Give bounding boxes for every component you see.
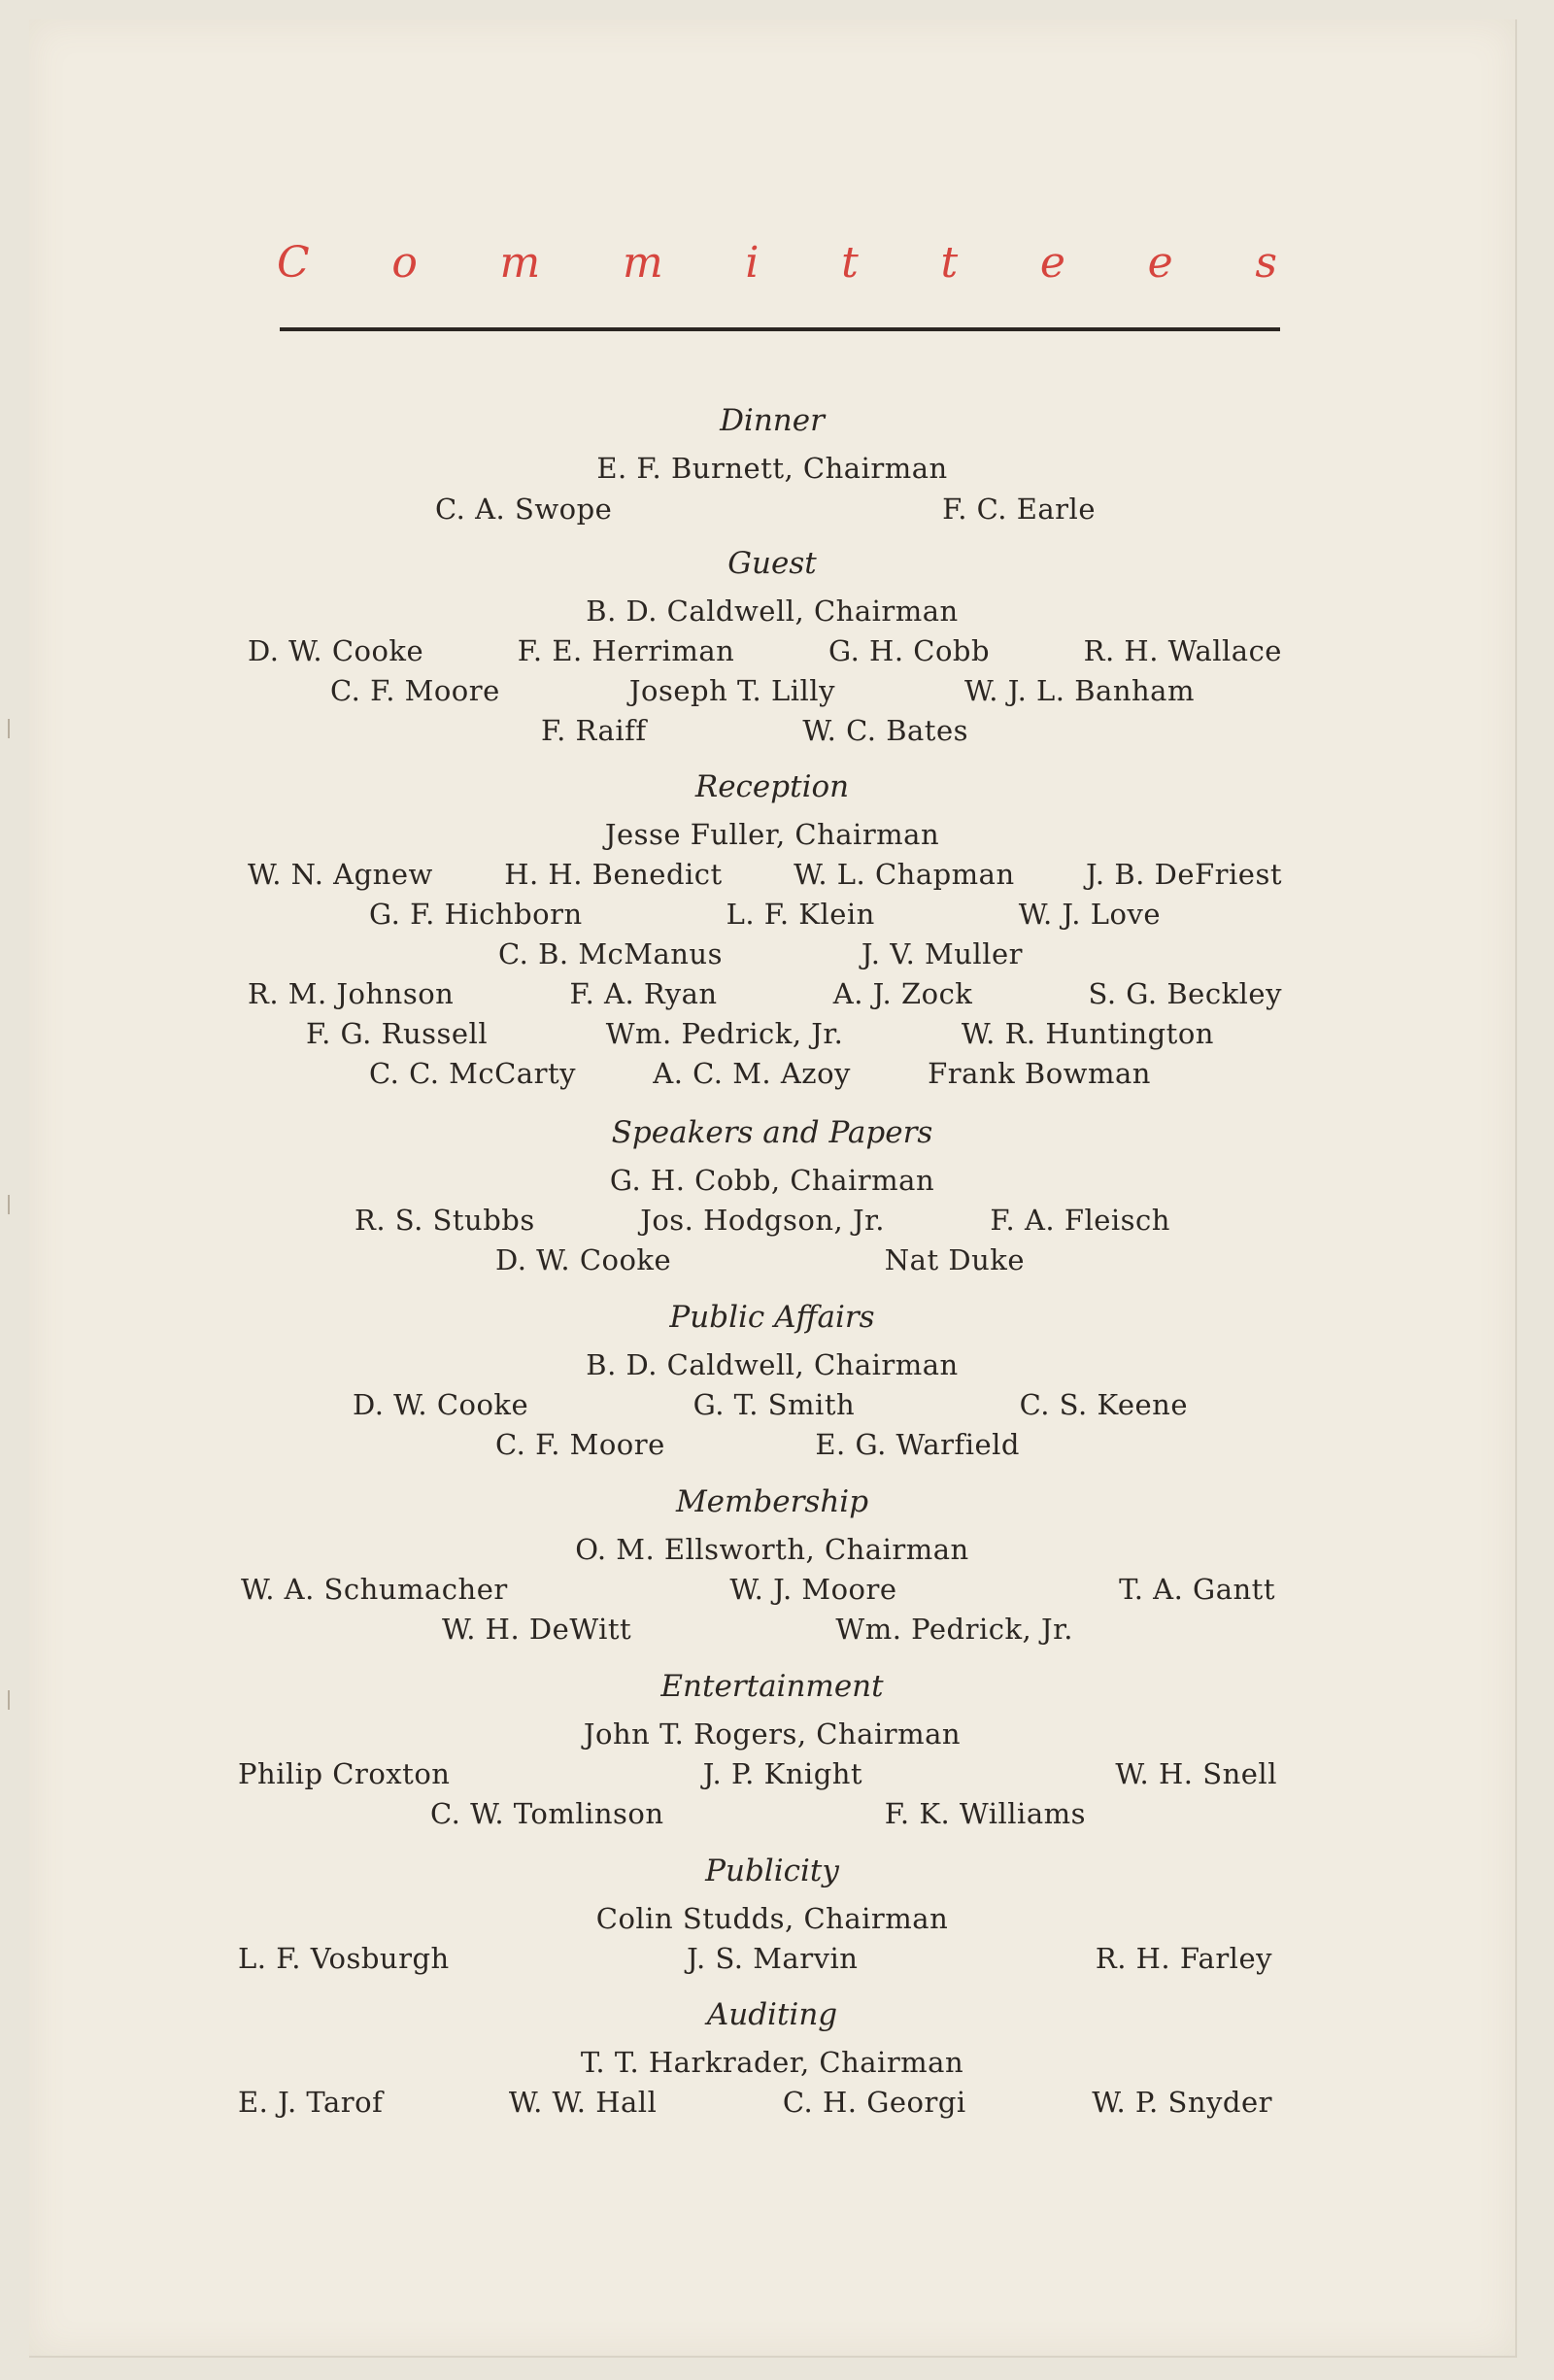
member-row [541, 714, 968, 747]
chairman-public-affairs: B. D. Caldwell, Chairman [586, 1348, 959, 1381]
member-name: W. P. Snyder [1092, 2086, 1272, 2119]
member-name: W. L. Chapman [794, 858, 1015, 891]
member-name: W. H. DeWitt [442, 1613, 632, 1646]
member-name: Wm. Pedrick, Jr. [605, 1017, 844, 1050]
section-heading-publicity: Publicity [705, 1853, 839, 1888]
title-letter: s [1255, 238, 1277, 288]
title-letter: t [940, 238, 959, 288]
member-name: R. S. Stubbs [355, 1204, 535, 1237]
member-row [248, 977, 1282, 1010]
member-row [435, 493, 1096, 526]
title-letter: e [1147, 238, 1173, 288]
member-name: J. V. Muller [861, 937, 1023, 970]
member-row [498, 937, 1023, 970]
section-heading-public-affairs: Public Affairs [669, 1300, 875, 1335]
member-row [442, 1613, 1073, 1646]
title-letter: e [1039, 238, 1065, 288]
member-name: A. C. M. Azoy [653, 1057, 851, 1090]
member-name: F. K. Williams [884, 1797, 1086, 1830]
member-name: D. W. Cooke [495, 1243, 672, 1276]
member-name: Joseph T. Lilly [628, 674, 835, 707]
member-name: G. H. Cobb [828, 634, 991, 667]
section-heading-auditing: Auditing [706, 1997, 838, 2032]
member-name: C. H. Georgi [782, 2086, 966, 2119]
chairman-auditing: T. T. Harkrader, Chairman [580, 2046, 964, 2079]
title-letter: C [277, 238, 310, 288]
page-edge-mark [8, 1195, 10, 1214]
member-name: T. A. Gantt [1119, 1573, 1275, 1606]
member-row [248, 858, 1282, 891]
member-name: Philip Croxton [238, 1757, 451, 1790]
section-heading-membership: Membership [675, 1484, 869, 1519]
section-heading-dinner: Dinner [720, 403, 825, 438]
member-name: A. J. Zock [832, 977, 973, 1010]
member-name: D. W. Cooke [353, 1388, 529, 1421]
member-name: W. R. Huntington [961, 1017, 1214, 1050]
chairman-dinner: E. F. Burnett, Chairman [596, 452, 948, 485]
member-name: R. H. Wallace [1083, 634, 1282, 667]
title-letter: m [499, 238, 541, 288]
member-name: F. E. Herriman [517, 634, 735, 667]
member-name: W. W. Hall [508, 2086, 658, 2119]
member-row [355, 1204, 1170, 1237]
section-heading-speakers: Speakers and Papers [611, 1115, 933, 1150]
page-edge-mark [8, 719, 10, 738]
chairman-reception: Jesse Fuller, Chairman [604, 818, 940, 851]
member-name: W. A. Schumacher [241, 1573, 508, 1606]
title-rule [280, 327, 1280, 331]
member-name: S. G. Beckley [1088, 977, 1282, 1010]
member-name: R. M. Johnson [248, 977, 455, 1010]
member-name: C. B. McManus [498, 937, 723, 970]
member-name: C. F. Moore [330, 674, 500, 707]
member-row [369, 1057, 1151, 1090]
section-heading-entertainment: Entertainment [660, 1669, 884, 1704]
member-name: W. J. L. Banham [964, 674, 1195, 707]
chairman-membership: O. M. Ellsworth, Chairman [575, 1533, 969, 1566]
member-name: W. N. Agnew [248, 858, 433, 891]
chairman-publicity: Colin Studds, Chairman [595, 1902, 949, 1935]
member-name: W. J. Love [1018, 898, 1161, 931]
member-name: G. T. Smith [693, 1388, 856, 1421]
member-row [306, 1017, 1214, 1050]
member-name: F. G. Russell [306, 1017, 489, 1050]
member-name: F. Raiff [541, 714, 647, 747]
member-name: C. C. McCarty [369, 1057, 576, 1090]
member-name: Frank Bowman [928, 1057, 1151, 1090]
member-name: C. F. Moore [495, 1428, 665, 1461]
member-row [430, 1797, 1086, 1830]
member-name: H. H. Benedict [504, 858, 723, 891]
section-heading-guest: Guest [727, 546, 817, 581]
member-name: G. F. Hichborn [369, 898, 583, 931]
member-row [241, 1573, 1275, 1606]
member-name: F. A. Fleisch [990, 1204, 1170, 1237]
member-name: W. H. Snell [1115, 1757, 1277, 1790]
member-name: C. S. Keene [1019, 1388, 1188, 1421]
member-row [353, 1388, 1188, 1421]
member-name: E. G. Warfield [815, 1428, 1020, 1461]
member-row [238, 1757, 1277, 1790]
member-row [369, 898, 1161, 931]
member-row [238, 2086, 1272, 2119]
member-name: J. S. Marvin [687, 1942, 859, 1975]
member-name: L. F. Vosburgh [238, 1942, 450, 1975]
member-name: J. P. Knight [702, 1757, 863, 1790]
page-title [277, 238, 1277, 288]
title-letter: t [841, 238, 859, 288]
member-row [248, 634, 1282, 667]
member-name: C. W. Tomlinson [430, 1797, 664, 1830]
chairman-speakers: G. H. Cobb, Chairman [609, 1164, 935, 1197]
member-name: E. J. Tarof [238, 2086, 384, 2119]
member-name: W. J. Moore [729, 1573, 897, 1606]
title-letter: o [391, 238, 418, 288]
member-name: Jos. Hodgson, Jr. [640, 1204, 885, 1237]
member-name: D. W. Cooke [248, 634, 424, 667]
page-sheet [29, 19, 1517, 2358]
member-name: F. C. Earle [942, 493, 1096, 526]
member-name: C. A. Swope [435, 493, 613, 526]
member-row [495, 1428, 1020, 1461]
title-letter: i [745, 238, 760, 288]
member-row [330, 674, 1195, 707]
member-name: Wm. Pedrick, Jr. [835, 1613, 1073, 1646]
title-letter: m [622, 238, 663, 288]
page-edge-mark [8, 1690, 10, 1710]
member-name: F. A. Ryan [569, 977, 718, 1010]
member-name: J. B. DeFriest [1086, 858, 1282, 891]
section-heading-reception: Reception [694, 769, 850, 804]
member-row [495, 1243, 1025, 1276]
member-name: R. H. Farley [1095, 1942, 1272, 1975]
member-name: Nat Duke [884, 1243, 1025, 1276]
member-name: W. C. Bates [802, 714, 968, 747]
member-name: L. F. Klein [726, 898, 875, 931]
chairman-guest: B. D. Caldwell, Chairman [586, 595, 959, 628]
member-row [238, 1942, 1272, 1975]
chairman-entertainment: John T. Rogers, Chairman [583, 1717, 962, 1751]
